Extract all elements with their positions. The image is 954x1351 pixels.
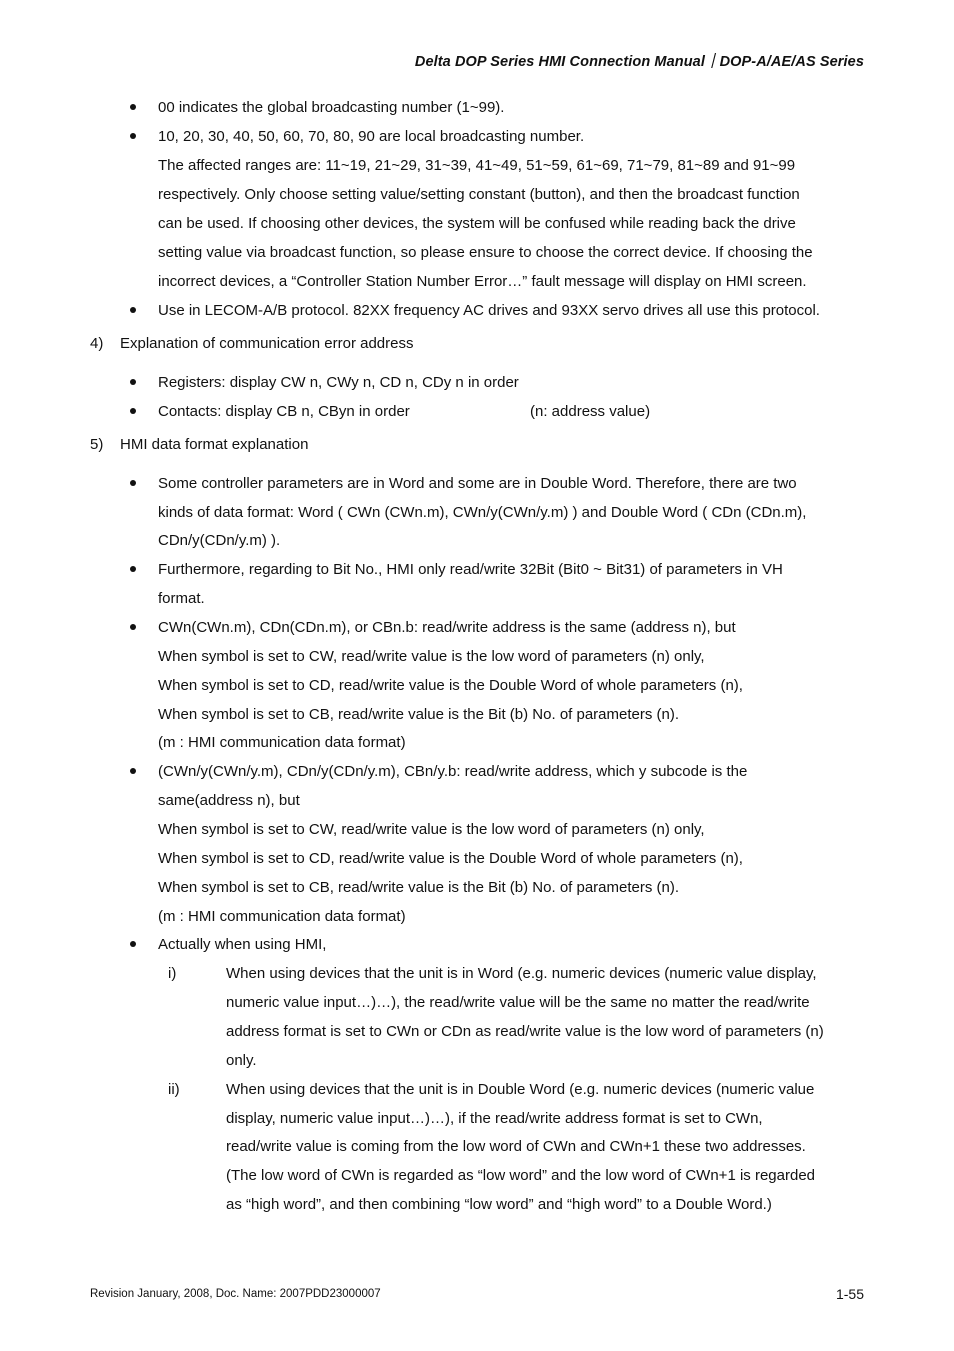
section-number: 4) bbox=[90, 335, 104, 352]
paragraph-line: 10, 20, 30, 40, 50, 60, 70, 80, 90 are local broadcasting number. bbox=[158, 128, 585, 145]
paragraph-line: Use in LECOM-A/B protocol. 82XX frequency AC drives and 93XX servo drives all use this protocol. bbox=[158, 302, 820, 319]
sub-item-label: ii) bbox=[168, 1081, 180, 1098]
paragraph-line: only. bbox=[226, 1052, 257, 1069]
paragraph-line: CWn(CWn.m), CDn(CDn.m), or CBn.b: read/write address is the same (address n), but bbox=[158, 619, 736, 636]
page-number: 1-55 bbox=[835, 1286, 864, 1302]
paragraph-line: Furthermore, regarding to Bit No., HMI only read/write 32Bit (Bit0 ~ Bit31) of parameters in VH bbox=[158, 561, 783, 578]
bullet-icon bbox=[130, 566, 136, 572]
bullet-icon bbox=[130, 480, 136, 486]
paragraph-line: (m : HMI communication data format) bbox=[158, 908, 406, 925]
paragraph-line: When symbol is set to CD, read/write value is the Double Word of whole parameters (n), bbox=[158, 677, 743, 694]
paragraph-line: setting value via broadcast function, so please ensure to choose the correct device. If choosing the bbox=[158, 244, 813, 261]
bullet-icon bbox=[130, 768, 136, 774]
paragraph-line: address format is set to CWn or CDn as read/write value is the low word of parameters (n) bbox=[226, 1023, 824, 1040]
paragraph-line: When symbol is set to CW, read/write value is the low word of parameters (n) only, bbox=[158, 648, 705, 665]
paragraph-line: 00 indicates the global broadcasting number (1~99). bbox=[158, 99, 505, 116]
bullet-icon bbox=[130, 133, 136, 139]
sub-item-label: i) bbox=[168, 965, 177, 982]
paragraph-line: can be used. If choosing other devices, the system will be confused while reading back the drive bbox=[158, 215, 796, 232]
paragraph-line: When symbol is set to CD, read/write value is the Double Word of whole parameters (n), bbox=[158, 850, 743, 867]
page-header: Delta DOP Series HMI Connection Manual｜DOP-A/AE/AS Series bbox=[414, 54, 864, 70]
paragraph-line: (m : HMI communication data format) bbox=[158, 734, 406, 751]
paragraph-line: When using devices that the unit is in Word (e.g. numeric devices (numeric value display, bbox=[226, 965, 817, 982]
paragraph-line: incorrect devices, a “Controller Station Number Error…” fault message will display on HMI screen. bbox=[158, 273, 807, 290]
paragraph-line: When symbol is set to CB, read/write value is the Bit (b) No. of parameters (n). bbox=[158, 706, 680, 723]
paragraph-line: as “high word”, and then combining “low word” and “high word” to a Double Word.) bbox=[226, 1196, 772, 1213]
bullet-icon bbox=[130, 624, 136, 630]
section-title: Explanation of communication error address bbox=[120, 335, 414, 352]
paragraph-line: (The low word of CWn is regarded as “low word” and the low word of CWn+1 is regarded bbox=[226, 1167, 815, 1184]
bullet-icon bbox=[130, 941, 136, 947]
paragraph-line: format. bbox=[158, 590, 205, 607]
bullet-icon bbox=[130, 104, 136, 110]
footer-revision: Revision January, 2008, Doc. Name: 2007PDD23000007 bbox=[90, 1288, 381, 1300]
paragraph-line: (CWn/y(CWn/y.m), CDn/y(CDn/y.m), CBn/y.b: read/write address, which y subcode is the bbox=[158, 763, 748, 780]
note-text: (n: address value) bbox=[530, 403, 651, 420]
paragraph-line: Some controller parameters are in Word and some are in Double Word. Therefore, there are two bbox=[158, 475, 797, 492]
paragraph-line: Contacts: display CB n, CByn in order bbox=[158, 403, 410, 420]
section-number: 5) bbox=[90, 436, 104, 453]
paragraph-line: respectively. Only choose setting value/setting constant (button), and then the broadcast function bbox=[158, 186, 800, 203]
paragraph-line: When symbol is set to CB, read/write value is the Bit (b) No. of parameters (n). bbox=[158, 879, 680, 896]
paragraph-line: display, numeric value input…)…), if the read/write address format is set to CWn, bbox=[226, 1110, 763, 1127]
paragraph-line: Registers: display CW n, CWy n, CD n, CDy n in order bbox=[158, 374, 519, 391]
paragraph-line: Actually when using HMI, bbox=[158, 936, 327, 953]
bullet-icon bbox=[130, 307, 136, 313]
paragraph-line: numeric value input…)…), the read/write value will be the same no matter the read/write bbox=[226, 994, 810, 1011]
paragraph-line: When using devices that the unit is in Double Word (e.g. numeric devices (numeric value bbox=[226, 1081, 815, 1098]
paragraph-line: When symbol is set to CW, read/write value is the low word of parameters (n) only, bbox=[158, 821, 705, 838]
paragraph-line: same(address n), but bbox=[158, 792, 300, 809]
paragraph-line: CDn/y(CDn/y.m) ). bbox=[158, 532, 281, 549]
bullet-icon bbox=[130, 379, 136, 385]
bullet-icon bbox=[130, 408, 136, 414]
section-title: HMI data format explanation bbox=[120, 436, 309, 453]
paragraph-line: read/write value is coming from the low word of CWn and CWn+1 these two addresses. bbox=[226, 1138, 806, 1155]
paragraph-line: kinds of data format: Word ( CWn (CWn.m), CWn/y(CWn/y.m) ) and Double Word ( CDn (CDn.m), bbox=[158, 504, 807, 521]
paragraph-line: The affected ranges are: 11~19, 21~29, 31~39, 41~49, 51~59, 61~69, 71~79, 81~89 and 91~99 bbox=[158, 157, 796, 174]
